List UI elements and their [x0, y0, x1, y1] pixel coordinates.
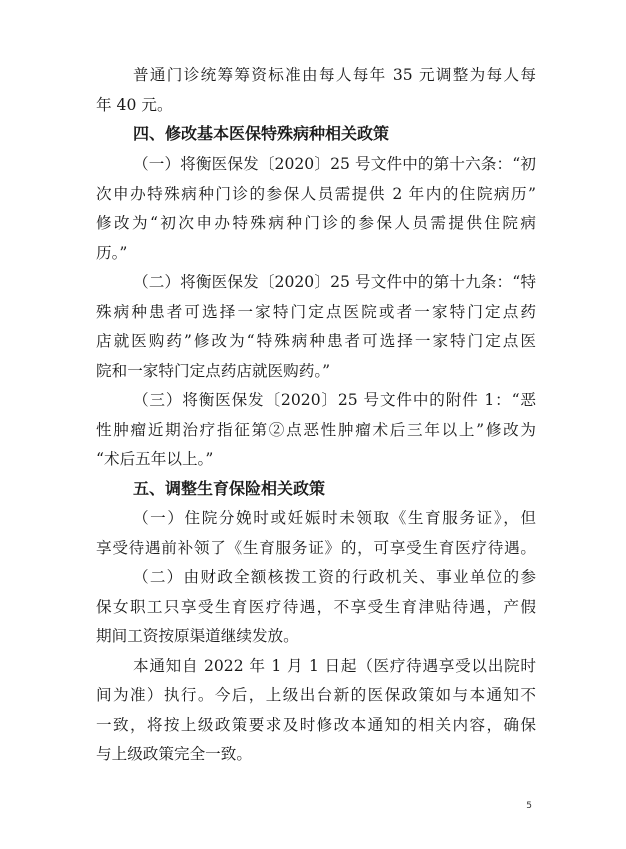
text-line: 与上级政策完全一致。	[96, 745, 252, 763]
text-line: （三）将衡医保发〔2020〕25 号文件中的附件 1：“恶	[133, 391, 536, 409]
text-line: 性肿瘤近期治疗指征第②点恶性肿瘤术后三年以上”修改为	[96, 421, 536, 439]
text-line: 年 40 元。	[96, 96, 173, 114]
text-line: （一）住院分娩时或妊娠时未领取《生育服务证》，但	[133, 509, 536, 527]
text-line: 次申办特殊病种门诊的参保人员需提供 2 年内的住院病历”	[96, 185, 536, 203]
text-line: （二）将衡医保发〔2020〕25 号文件中的第十九条：“特	[133, 273, 536, 291]
text-line: 历。”	[96, 244, 128, 262]
text-line: （二）由财政全额核拨工资的行政机关、事业单位的参	[133, 568, 536, 586]
text-line: “术后五年以上。”	[96, 450, 214, 468]
text-line: 普通门诊统筹筹资标准由每人每年 35 元调整为每人每	[133, 66, 536, 84]
text-line: （一）将衡医保发〔2020〕25 号文件中的第十六条：“初	[133, 155, 536, 173]
text-line: 殊病种患者可选择一家特门定点医院或者一家特门定点药	[96, 303, 536, 321]
text-line: 保女职工只享受生育医疗待遇，不享受生育津贴待遇，产假	[96, 598, 536, 616]
section-heading: 五、调整生育保险相关政策	[133, 479, 326, 498]
text-line: 院和一家特门定点药店就医购药。”	[96, 362, 331, 380]
text-line: 店就医购药”修改为“特殊病种患者可选择一家特门定点医	[96, 332, 536, 350]
text-line: 享受待遇前补领了《生育服务证》的，可享受生育医疗待遇。	[96, 539, 536, 557]
section-heading: 四、修改基本医保特殊病种相关政策	[133, 124, 390, 143]
text-line: 一致，将按上级政策要求及时修改本通知的相关内容，确保	[96, 716, 536, 734]
text-line: 间为准）执行。今后，上级出台新的医保政策如与本通知不	[96, 686, 536, 704]
page-number: 5	[526, 801, 532, 811]
text-line: 修改为“初次申办特殊病种门诊的参保人员需提供住院病	[96, 214, 536, 232]
text-line: 本通知自 2022 年 1 月 1 日起（医疗待遇享受以出院时	[133, 657, 536, 675]
text-line: 期间工资按原渠道继续发放。	[96, 627, 299, 645]
